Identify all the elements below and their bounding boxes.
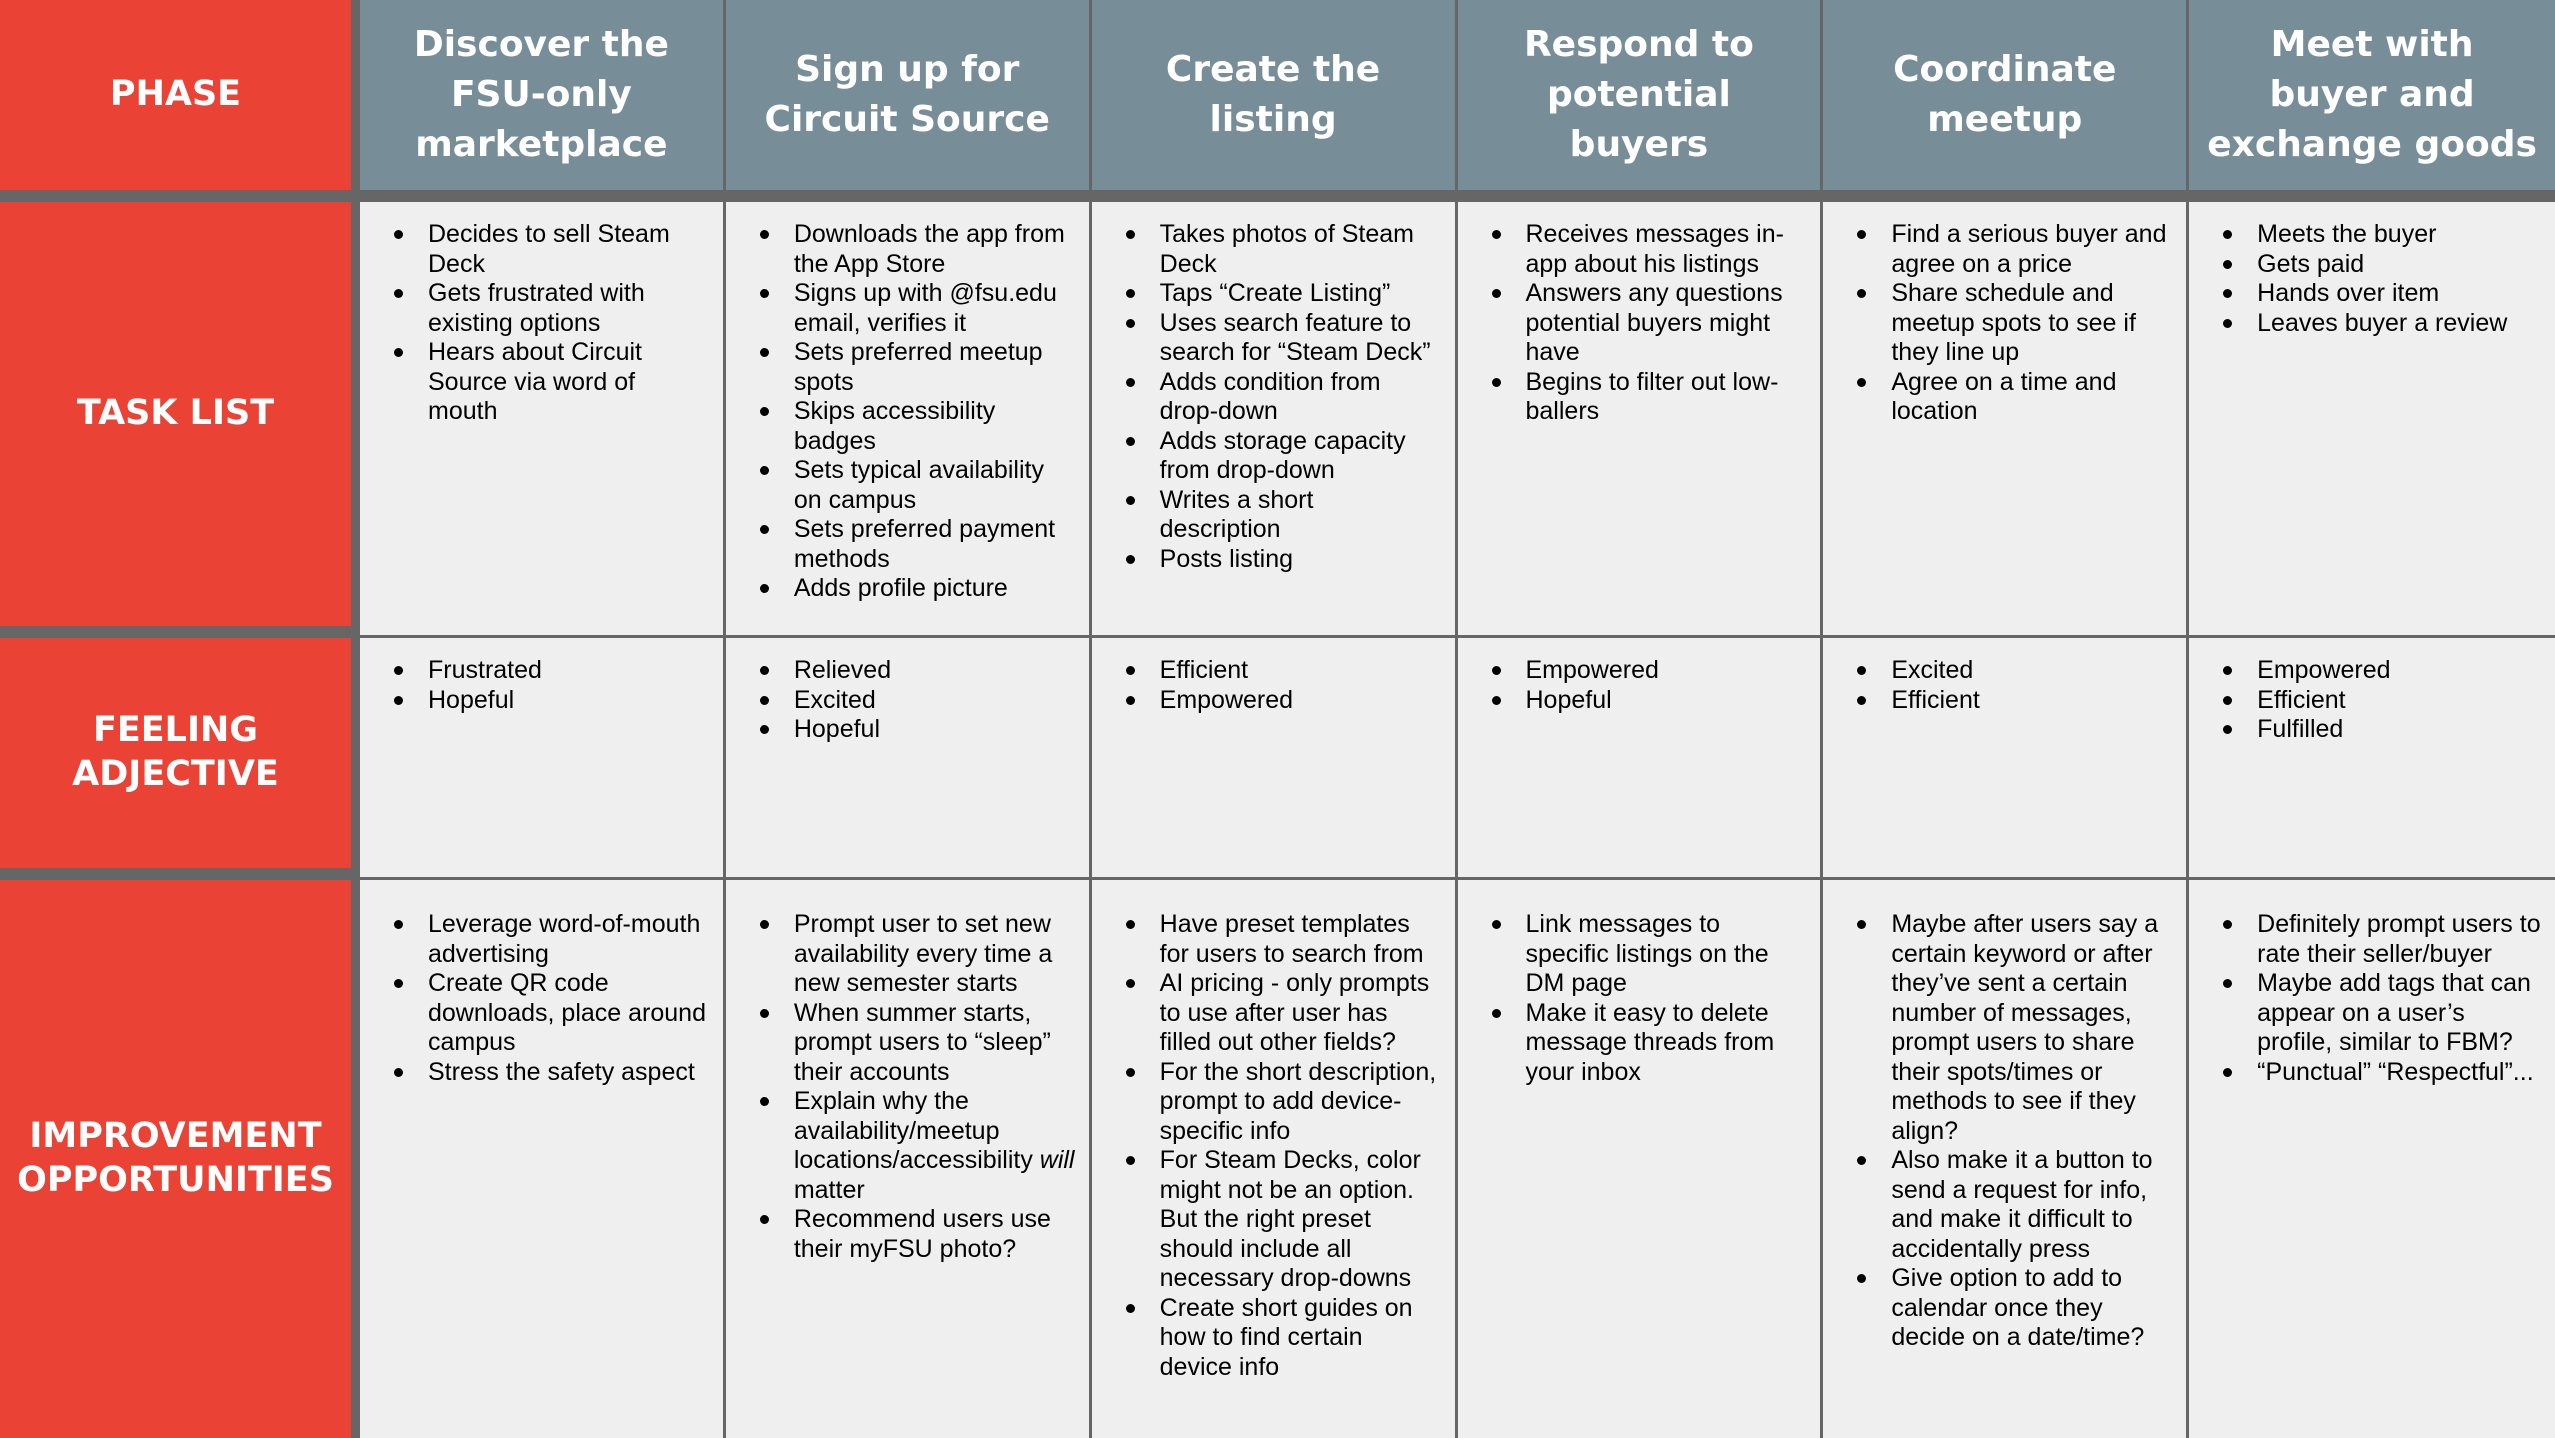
list-item: Leverage word-of-mouth advertising	[380, 910, 709, 969]
bullet-list	[2209, 910, 2541, 1087]
row-label-task-list: TASK LIST	[0, 202, 360, 638]
list-item: Create QR code downloads, place around campus	[380, 969, 709, 1058]
list-item: Taps “Create Listing”	[1112, 279, 1441, 309]
improvement-cell	[1092, 880, 1458, 1438]
improvement-cell	[2189, 880, 2555, 1438]
bullet-list	[380, 910, 709, 1087]
task-list-cell	[1823, 202, 2189, 638]
list-item: Empowered	[1112, 686, 1441, 716]
list-item: Agree on a time and location	[1843, 368, 2172, 427]
list-item: Hopeful	[380, 686, 709, 716]
improvement-cell	[1823, 880, 2189, 1438]
list-item: AI pricing - only prompts to use after user has filled out other fields?	[1112, 969, 1441, 1058]
list-item: Adds storage capacity from drop-down	[1112, 427, 1441, 486]
bullet-list	[1478, 220, 1807, 427]
list-item: Efficient	[1112, 656, 1441, 686]
list-item: Create short guides on how to find certain device info	[1112, 1294, 1441, 1383]
list-item: Hears about Circuit Source via word of mouth	[380, 338, 709, 427]
list-item: Recommend users use their myFSU photo?	[746, 1205, 1075, 1264]
list-item: Uses search feature to search for “Steam Deck”	[1112, 309, 1441, 368]
list-item: Excited	[746, 686, 1075, 716]
bullet-list	[2209, 656, 2541, 745]
list-item: Writes a short description	[1112, 486, 1441, 545]
bullet-list	[746, 656, 1075, 745]
row-label-improvement-opportunities: IMPROVEMENT OPPORTUNITIES	[0, 880, 360, 1438]
phase-header-2: Sign up for Circuit Source	[726, 0, 1092, 202]
list-item: Find a serious buyer and agree on a price	[1843, 220, 2172, 279]
improvement-cell	[1458, 880, 1824, 1438]
phase-header-4: Respond to potential buyers	[1458, 0, 1824, 202]
list-item: Link messages to specific listings on the DM page	[1478, 910, 1807, 999]
list-item: Leaves buyer a review	[2209, 309, 2541, 339]
bullet-list	[2209, 220, 2541, 338]
list-item: Empowered	[2209, 656, 2541, 686]
list-item: Gets frustrated with existing options	[380, 279, 709, 338]
feeling-cell	[2189, 638, 2555, 880]
list-item: Signs up with @fsu.edu email, verifies it	[746, 279, 1075, 338]
task-list-cell	[1092, 202, 1458, 638]
task-list-cell	[1458, 202, 1824, 638]
bullet-list	[380, 656, 709, 715]
list-item: Also make it a button to send a request for info, and make it difficult to accidentally press	[1843, 1146, 2172, 1264]
list-item: Excited	[1843, 656, 2172, 686]
phase-header-1: Discover the FSU-only marketplace	[360, 0, 726, 202]
list-item: Efficient	[1843, 686, 2172, 716]
bullet-list	[746, 220, 1075, 604]
list-item: “Punctual” “Respectful”...	[2209, 1058, 2541, 1088]
list-item: Explain why the availability/meetup locations/accessibility will matter	[746, 1087, 1075, 1205]
task-list-cell	[360, 202, 726, 638]
feeling-cell	[1458, 638, 1824, 880]
list-item: Adds profile picture	[746, 574, 1075, 604]
task-list-cell	[726, 202, 1092, 638]
list-item: Downloads the app from the App Store	[746, 220, 1075, 279]
list-item: Make it easy to delete message threads from your inbox	[1478, 999, 1807, 1088]
list-item: Efficient	[2209, 686, 2541, 716]
list-item: Takes photos of Steam Deck	[1112, 220, 1441, 279]
list-item: Sets preferred meetup spots	[746, 338, 1075, 397]
phase-header-3: Create the listing	[1092, 0, 1458, 202]
bullet-list	[1478, 910, 1807, 1087]
list-item: Relieved	[746, 656, 1075, 686]
bullet-list	[380, 220, 709, 427]
row-label-feeling-adjective: FEELING ADJECTIVE	[0, 638, 360, 880]
list-item: Empowered	[1478, 656, 1807, 686]
bullet-list	[746, 910, 1075, 1264]
row-label-phase: PHASE	[0, 0, 360, 202]
list-item: Give option to add to calendar once they decide on a date/time?	[1843, 1264, 2172, 1353]
list-item: Posts listing	[1112, 545, 1441, 575]
list-item: Answers any questions potential buyers might have	[1478, 279, 1807, 368]
list-item: Adds condition from drop-down	[1112, 368, 1441, 427]
list-item: Hands over item	[2209, 279, 2541, 309]
phase-header-6: Meet with buyer and exchange goods	[2189, 0, 2555, 202]
bullet-list	[1112, 910, 1441, 1382]
bullet-list	[1112, 220, 1441, 574]
feeling-cell	[1823, 638, 2189, 880]
feeling-cell	[726, 638, 1092, 880]
feeling-cell	[1092, 638, 1458, 880]
list-item: Have preset templates for users to search from	[1112, 910, 1441, 969]
bullet-list	[1478, 656, 1807, 715]
list-item: Share schedule and meetup spots to see if they line up	[1843, 279, 2172, 368]
list-item: Sets preferred payment methods	[746, 515, 1075, 574]
list-item: Gets paid	[2209, 250, 2541, 280]
list-item: Maybe after users say a certain keyword or after they’ve sent a certain number of messages, prompt users to share their spots/times or methods to see if they align?	[1843, 910, 2172, 1146]
list-item: Hopeful	[746, 715, 1075, 745]
improvement-cell	[726, 880, 1092, 1438]
list-item: When summer starts, prompt users to “sleep” their accounts	[746, 999, 1075, 1088]
bullet-list	[1843, 910, 2172, 1353]
list-item: For the short description, prompt to add device-specific info	[1112, 1058, 1441, 1147]
list-item: For Steam Decks, color might not be an option. But the right preset should include all necessary drop-downs	[1112, 1146, 1441, 1294]
list-item: Meets the buyer	[2209, 220, 2541, 250]
list-item: Stress the safety aspect	[380, 1058, 709, 1088]
list-item: Fulfilled	[2209, 715, 2541, 745]
list-item: Frustrated	[380, 656, 709, 686]
list-item: Sets typical availability on campus	[746, 456, 1075, 515]
bullet-list	[1843, 656, 2172, 715]
list-item: Receives messages in-app about his listings	[1478, 220, 1807, 279]
list-item: Begins to filter out low-ballers	[1478, 368, 1807, 427]
list-item: Decides to sell Steam Deck	[380, 220, 709, 279]
list-item: Maybe add tags that can appear on a user’s profile, similar to FBM?	[2209, 969, 2541, 1058]
feeling-cell	[360, 638, 726, 880]
phase-header-5: Coordinate meetup	[1823, 0, 2189, 202]
list-item: Skips accessibility badges	[746, 397, 1075, 456]
list-item: Hopeful	[1478, 686, 1807, 716]
task-list-cell	[2189, 202, 2555, 638]
bullet-list	[1112, 656, 1441, 715]
bullet-list	[1843, 220, 2172, 427]
list-item: Prompt user to set new availability every time a new semester starts	[746, 910, 1075, 999]
list-item: Definitely prompt users to rate their seller/buyer	[2209, 910, 2541, 969]
improvement-cell	[360, 880, 726, 1438]
